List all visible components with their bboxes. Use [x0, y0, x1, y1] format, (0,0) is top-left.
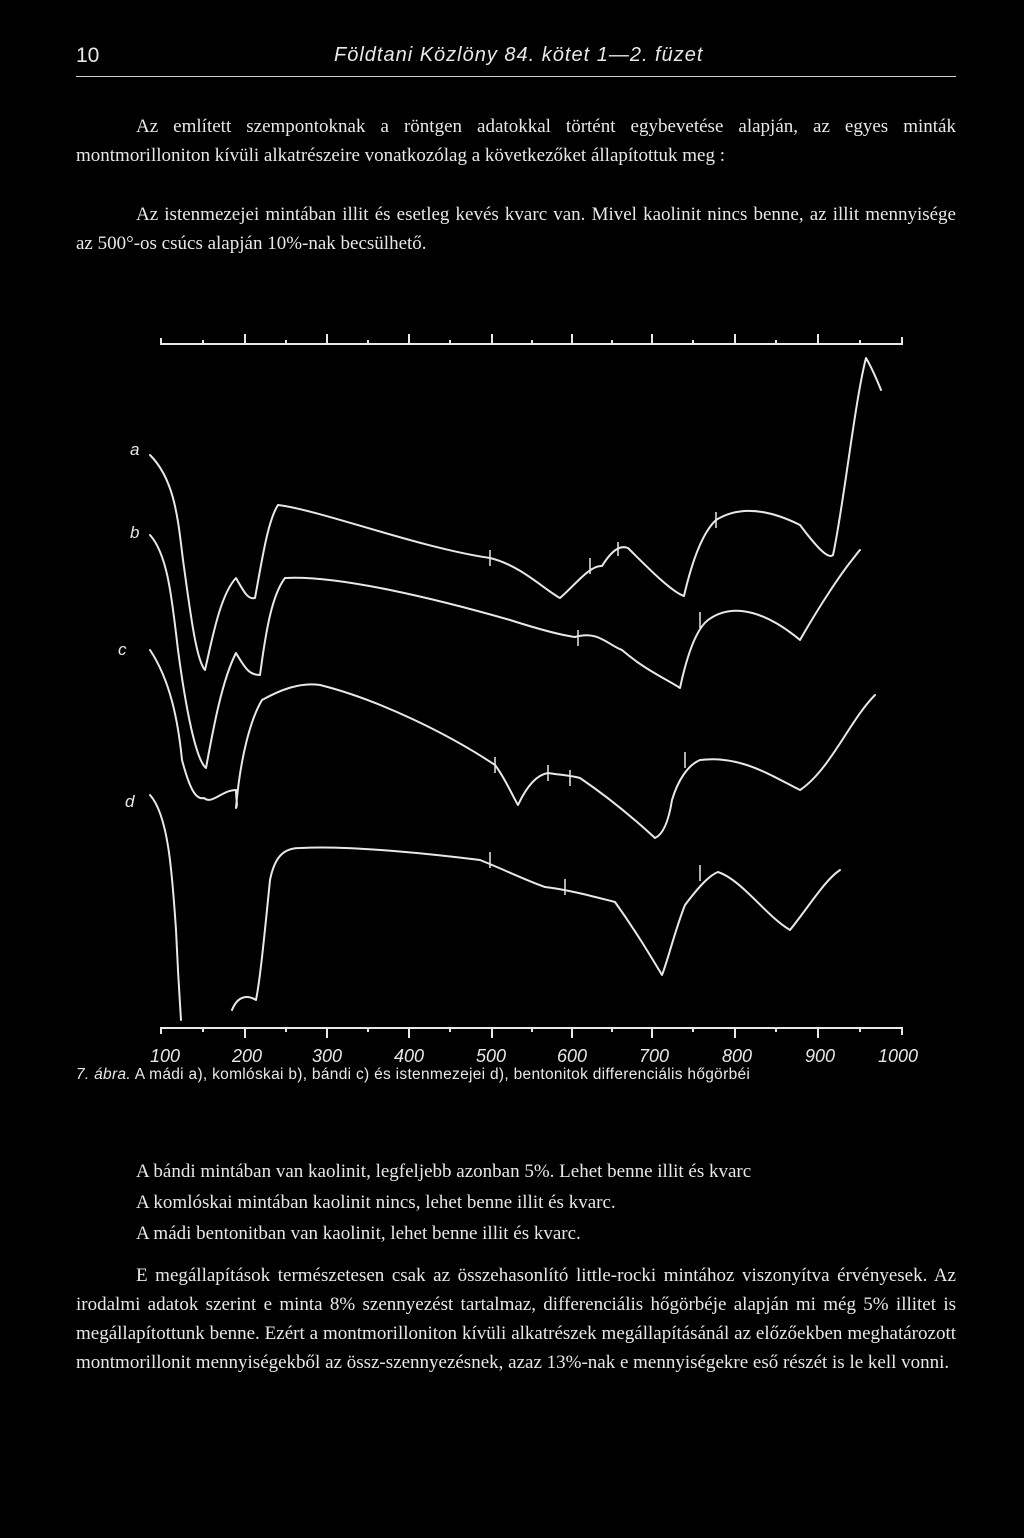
curve-label-d: d: [125, 792, 135, 811]
page-number: 10: [76, 44, 100, 67]
tick-label-500: 500: [475, 1046, 507, 1066]
tick-label-600: 600: [556, 1046, 588, 1066]
tick-label-800: 800: [721, 1046, 753, 1066]
tick-label-100: 100: [149, 1046, 181, 1066]
tick-label-900: 900: [804, 1046, 836, 1066]
curve-d: [150, 795, 840, 1020]
tick-label-300: 300: [311, 1046, 343, 1066]
axis-tick-labels: [150, 1046, 918, 1066]
curve-b: [150, 535, 860, 768]
curve-markers: [490, 512, 716, 895]
istenmezeje-paragraph: Az istenmezejei mintában illit és esetleg kevés kvarc van. Mivel kaolinit nincs benne, az illit mennyisége az 500°-os csúcs alapján 10%-nak becsülhető.: [76, 204, 956, 254]
finding-komloska: A komlóskai mintában kaolinit nincs, lehet benne illit és kvarc.: [136, 1192, 616, 1213]
curve-c: [150, 650, 875, 838]
figure-label: 7. ábra.: [76, 1066, 131, 1083]
tick-label-700: 700: [638, 1046, 670, 1066]
journal-title: Földtani Közlöny 84. kötet 1—2. füzet: [334, 44, 704, 66]
curve-a: [150, 358, 881, 670]
curve-label-a: a: [130, 440, 140, 459]
tick-label-200: 200: [231, 1046, 263, 1066]
intro-paragraph: Az említett szempontoknak a röntgen adatokkal történt egybevetése alapján, az egyes minták montmorilloniton kívüli alkatrészeire vonatkozólag a következőket állapítottuk meg :: [76, 116, 956, 166]
finding-bandi: A bándi mintában van kaolinit, legfeljebb azonban 5%. Lehet benne illit és kvarc: [136, 1161, 752, 1182]
curve-label-b: b: [130, 523, 140, 542]
caption-text: A mádi a), komlóskai b), bándi c) és istenmezejei d), bentonitok differenciális hőgörbéi: [134, 1066, 751, 1083]
tick-label-400: 400: [393, 1046, 425, 1066]
bottom-scale: [161, 1028, 902, 1038]
figure-caption: [76, 1066, 956, 1084]
tick-label-1000: 1000: [877, 1046, 919, 1066]
top-scale: [161, 334, 902, 344]
curve-label-c: c: [118, 640, 127, 659]
finding-madi: A mádi bentonitban van kaolinit, lehet benne illit és kvarc.: [136, 1223, 581, 1244]
closing-paragraph: E megállapítások természetesen csak az összehasonlító little-rocki mintához viszonyítva érvényesek. Az irodalmi adatok szerint e minta 8% szennyezést tartalmaz, differenciális hőgörbéje alapján mi még 5% illitet is megállapítottunk benne. Ezért a montmorilloniton kívüli alkatrészek megállapításánál az előzőekben meghatározott montmorillonit mennyiségekből az össz-szennyezésnek, azaz 13%-nak e mennyiségekre eső részét is le kell vonni.: [76, 1265, 956, 1373]
